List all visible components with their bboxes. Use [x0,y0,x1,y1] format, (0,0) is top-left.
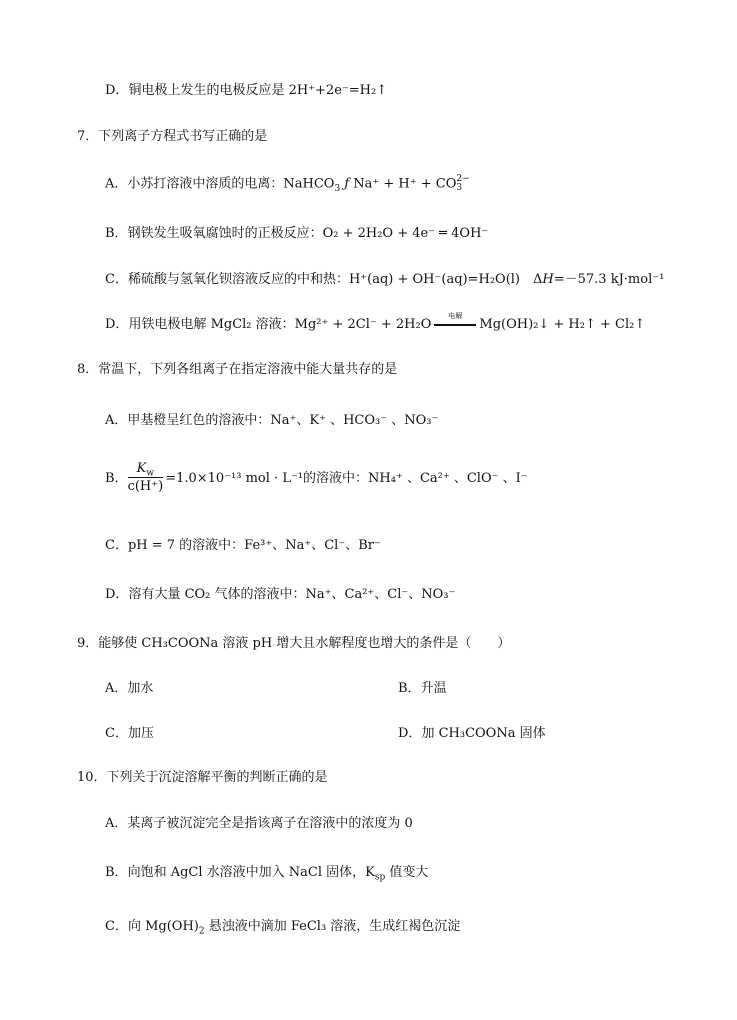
electrolysis-condition [431,312,479,334]
option-label: A． [105,413,128,428]
q7-option-a [105,175,470,194]
option-label: D． [398,726,422,741]
fraction-denominator: c(H⁺) [127,479,164,494]
q7-option-c [105,271,664,289]
q8-option-d [105,586,455,604]
q9-option-b [398,680,447,698]
question-10-stem: 10．下列关于沉淀溶解平衡的判断正确的是 [77,770,328,785]
option-text: 加水 [127,681,154,696]
subscript: 3 [334,184,341,195]
option-label: B． [398,681,421,696]
option-label: D． [105,317,129,332]
q8-option-c [105,537,381,555]
condition-label: 电解 [448,312,463,320]
option-label: C． [105,919,128,934]
option-text: 甲基橙呈红色的溶液中：Na⁺、K⁺ 、HCO₃⁻ 、NO₃⁻ [127,413,439,428]
equilibrium-symbol: ƒ [340,176,354,192]
option-label: D． [105,587,129,602]
option-text-post: Mg(OH)₂↓ + H₂↑ + Cl₂↑ [479,317,646,332]
option-label: B． [105,865,128,880]
option-text: 铜电极上发生的电极反应是 2H⁺+2e⁻=H₂↑ [128,83,388,98]
option-text-pre: 小苏打溶液中溶质的电离：NaHCO [127,176,335,192]
question-9-stem: 9．能够使 CH₃COONa 溶液 pH 增大且水解程度也增大的条件是（ ） [77,636,511,651]
option-label: A． [105,681,128,696]
ksp-subscript: sp [374,872,386,883]
q9-option-d [398,725,546,743]
enthalpy-symbol: H [542,272,554,287]
option-text: 加 CH₃COONa 固体 [421,726,546,741]
q10-option-c [105,918,460,936]
numerator-subscript: w [146,468,155,479]
option-label: D． [105,83,129,98]
option-text-post: 的溶液中：NH₄⁺ 、Ca²⁺ 、ClO⁻ 、I⁻ [303,471,528,486]
option-text: 某离子被沉淀完全是指该离子在溶液中的浓度为 0 [127,816,413,831]
option-label: C． [105,538,128,553]
option-text: 升温 [420,681,447,696]
charge-superscript: 2− [456,174,470,184]
option-label: B． [105,226,128,241]
option-text: 加压 [127,726,154,741]
fraction-numerator: K [136,461,147,476]
option-label: A． [105,176,128,192]
q10-option-a [105,815,413,833]
option-text-mid: =1.0×10⁻¹³ mol · L⁻¹ [165,471,304,486]
option-text: 溶有大量 CO₂ 气体的溶液中：Na⁺、Ca²⁺、Cl⁻、NO₃⁻ [128,587,456,602]
question-7-stem: 7．下列离子方程式书写正确的是 [77,129,268,144]
q8-option-b [105,461,528,497]
q10-option-b [105,864,428,882]
option-label: B． [105,471,128,486]
option-text-pre: 稀硫酸与氢氧化钡溶液反应的中和热：H⁺(aq) + OH⁻(aq)=H₂O(l) Δ [127,272,543,287]
q6-option-d [105,82,387,100]
option-label: A． [105,816,128,831]
option-label: C． [105,272,128,287]
q9-option-c [105,725,154,743]
option-text-post: Na⁺ + H⁺ + CO [353,176,457,192]
question-8-stem: 8．常温下，下列各组离子在指定溶液中能大量共存的是 [77,362,398,377]
option-text-pre: 向饱和 AgCl 水溶液中加入 NaCl 固体，K [127,865,375,880]
q7-option-b [105,225,488,243]
option-text: 钢铁发生吸氧腐蚀时的正极反应：O₂ + 2H₂O + 4e⁻ ═ 4OH⁻ [127,226,489,241]
option-text-post: =－57.3 kJ·mol⁻¹ [553,272,665,287]
option-label: C． [105,726,128,741]
q7-option-d [105,312,646,334]
option-text: pH = 7 的溶液中：Fe³⁺、Na⁺、Cl⁻、Br⁻ [127,538,381,553]
option-text-post: 值变大 [385,865,429,880]
option-text-post: 悬浊液中滴加 FeCl₃ 溶液，生成红褐色沉淀 [204,919,461,934]
q9-option-a [105,680,153,698]
subscript: 2 [198,926,205,937]
option-text-pre: 用铁电极电解 MgCl₂ 溶液：Mg²⁺ + 2Cl⁻ + 2H₂O [128,317,432,332]
subscript: 3 [456,183,463,193]
option-text-pre: 向 Mg(OH) [127,919,199,934]
q8-option-a [105,412,438,430]
kw-fraction [128,461,164,496]
